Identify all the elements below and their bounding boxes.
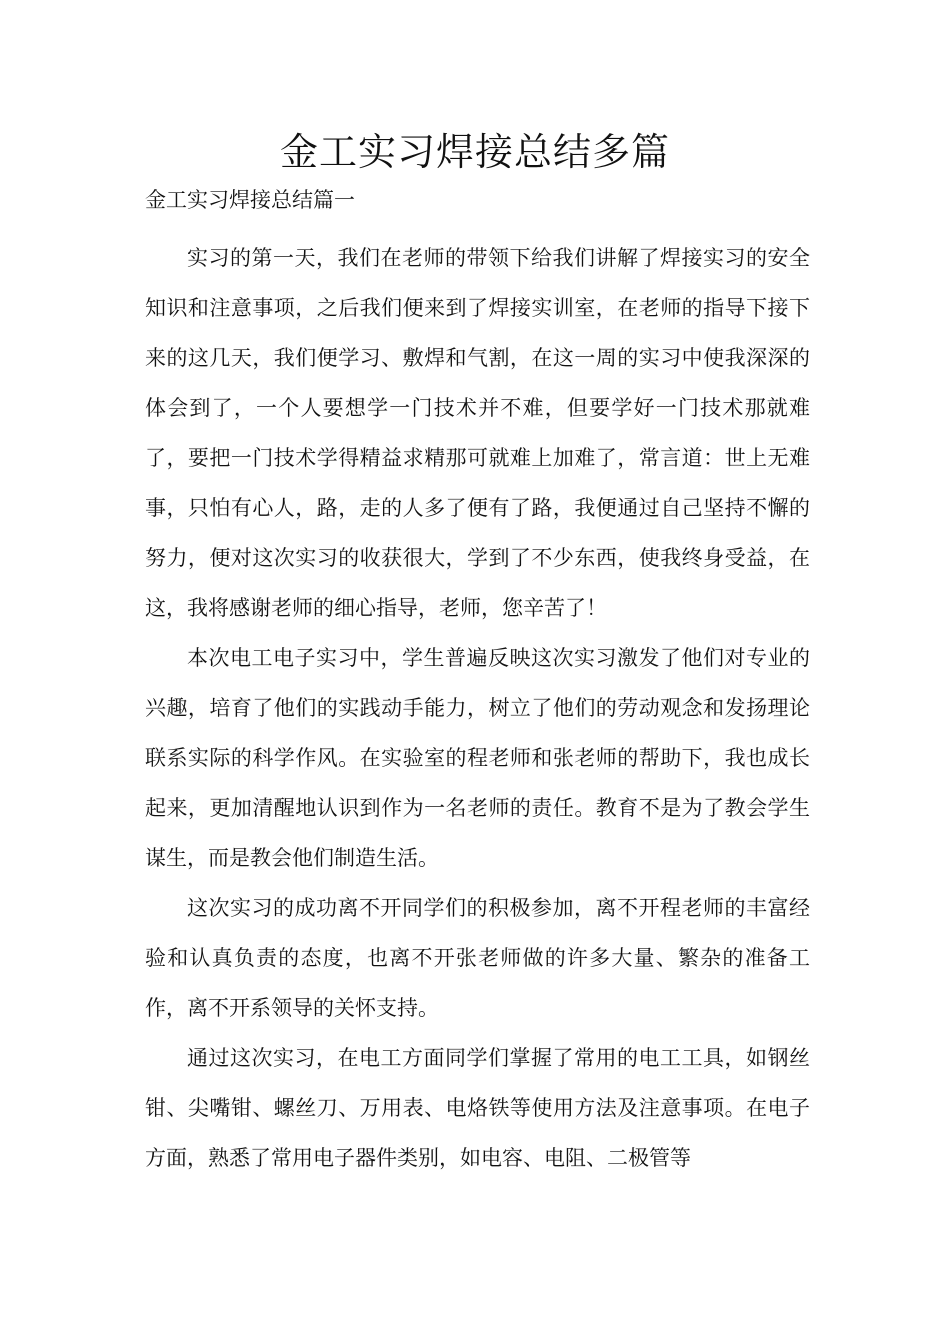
document-title: 金工实习焊接总结多篇 xyxy=(279,130,670,174)
paragraph-3: 这次实习的成功离不开同学们的积极参加，离不开程老师的丰富经验和认真负责的态度，也离不开张老师做的许多大量、繁杂的准备工作，离不开系领导的关怀支持。 xyxy=(145,896,810,1020)
paragraph-4: 通过这次实习，在电工方面同学们掌握了常用的电工工具，如钢丝钳、尖嘴钳、螺丝刀、万用表、电烙铁等使用方法及注意事项。在电子方面，熟悉了常用电子器件类别，如电容、电阻、二极管等 xyxy=(145,1046,810,1170)
document-body xyxy=(145,233,810,1183)
section-heading: 金工实习焊接总结篇一 xyxy=(145,188,355,212)
paragraph-2: 本次电工电子实习中，学生普遍反映这次实习激发了他们对专业的兴趣，培育了他们的实践动手能力，树立了他们的劳动观念和发扬理论联系实际的科学作风。在实验室的程老师和张老师的帮助下，我也成长起来，更加清醒地认识到作为一名老师的责任。教育不是为了教会学生谋生，而是教会他们制造生活。 xyxy=(145,646,810,870)
paragraph-1: 实习的第一天，我们在老师的带领下给我们讲解了焊接实习的安全知识和注意事项，之后我们便来到了焊接实训室，在老师的指导下接下来的这几天，我们便学习、敷焊和气割，在这一周的实习中使我深深的体会到了，一个人要想学一门技术并不难，但要学好一门技术那就难了，要把一门技术学得精益求精那可就难上加难了，常言道：世上无难事，只怕有心人，路，走的人多了便有了路，我便通过自己坚持不懈的努力，便对这次实习的收获很大，学到了不少东西，使我终身受益，在这，我将感谢老师的细心指导，老师，您辛苦了！ xyxy=(145,246,810,620)
